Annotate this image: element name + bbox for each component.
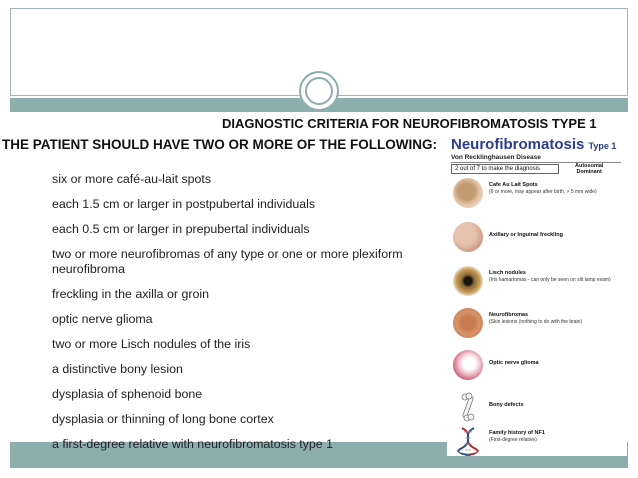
panel-item-label: Neurofibromas: [489, 312, 529, 318]
inheritance-line: Dominant: [576, 169, 602, 175]
criteria-item: each 0.5 cm or larger in prepubertal individuals: [52, 222, 310, 236]
criteria-subtitle: THE PATIENT SHOULD HAVE TWO OR MORE OF THE FOLLOWING:: [2, 137, 437, 152]
criteria-item: dysplasia or thinning of long bone cortex: [52, 412, 274, 426]
panel-item-label: Optic nerve glioma: [489, 360, 539, 366]
panel-item-note: (6 or more, may appear after birth, > 5 mm wide): [489, 189, 597, 195]
eye-image-icon: [453, 350, 483, 380]
inheritance-line: Autosomal: [575, 163, 604, 169]
criteria-item: six or more café-au-lait spots: [52, 172, 212, 186]
criteria-item: two or more neurofibromas of any type or one or more plexiform neurofibroma: [52, 247, 403, 276]
iris-image-icon: [453, 266, 483, 296]
criteria-list: [52, 172, 432, 452]
skin-lesion-image-icon: [453, 308, 483, 338]
nf1-infographic-panel: [447, 134, 627, 456]
criteria-item: optic nerve glioma: [52, 312, 153, 326]
criteria-item: each 1.5 cm or larger in postpubertal individuals: [52, 197, 316, 211]
criteria-item: a first-degree relative with neurofibromatosis type 1: [52, 437, 333, 451]
freckling-image-icon: [453, 222, 483, 252]
criteria-item: a distinctive bony lesion: [52, 362, 183, 376]
panel-item-label: Family history of NF1: [489, 430, 545, 436]
decorative-ring-inner-icon: [305, 77, 333, 105]
inheritance-label: [575, 163, 603, 175]
panel-title-text: Neurofibromatosis: [451, 136, 585, 153]
panel-item-label: Axillary or Inguinal freckling: [489, 232, 563, 238]
criteria-item: dysplasia of sphenoid bone: [52, 387, 203, 401]
panel-item-note: (Skin lesions (nothing to do with the brain): [489, 319, 583, 325]
bone-icon: [453, 392, 483, 422]
panel-item-note: (Iris hamartomas - can only be seen on slit lamp exam): [489, 277, 611, 283]
criteria-item: freckling in the axilla or groin: [52, 287, 210, 301]
panel-item-label: Cafe Au Lait Spots: [489, 182, 538, 188]
panel-title: [451, 136, 616, 153]
panel-item-label: Lisch nodules: [489, 270, 526, 276]
panel-item-label: Bony defects: [489, 402, 524, 408]
diagnosis-note: 2 out of 7 to make the diagnosis: [451, 164, 559, 174]
page-title: DIAGNOSTIC CRITERIA FOR NEUROFIBROMATOSIS TYPE 1: [222, 116, 597, 131]
criteria-item: two or more Lisch nodules of the iris: [52, 337, 251, 351]
dna-icon: [453, 426, 483, 456]
panel-subtitle: Von Recklinghausen Disease: [451, 154, 541, 161]
panel-type-label: Type 1: [588, 141, 617, 151]
panel-item-note: (First-degree relative): [489, 437, 537, 443]
cafe-au-lait-image-icon: [453, 178, 483, 208]
